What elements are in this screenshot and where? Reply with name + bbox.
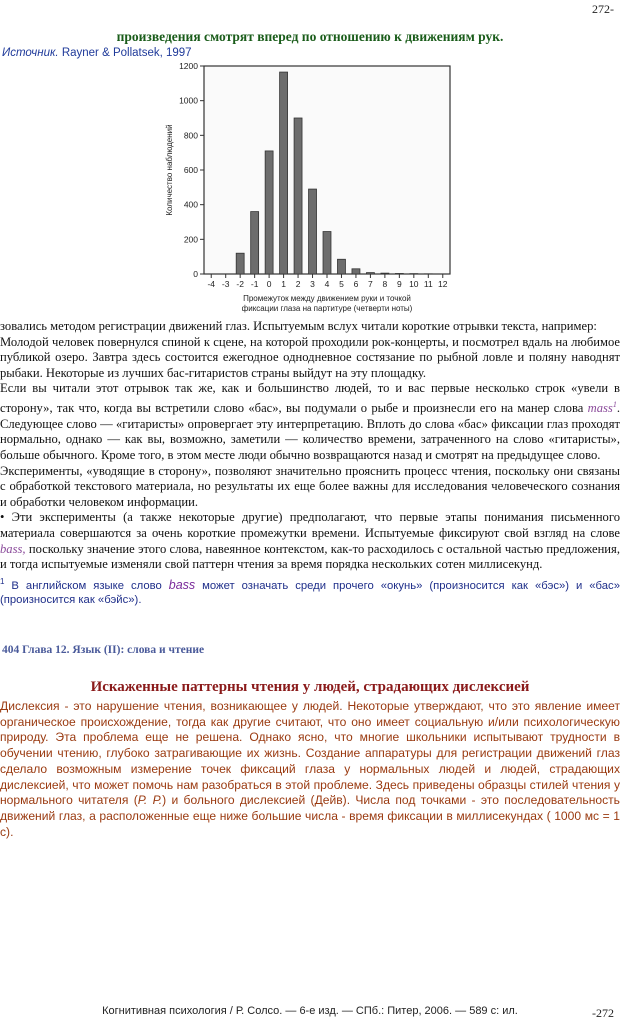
x-tick-label: 6 (353, 279, 359, 289)
italic-abbrev: Р. Р. (137, 793, 163, 808)
x-tick-label: 11 (423, 279, 433, 289)
x-tick-label: 8 (382, 279, 388, 289)
italic-word: bass (168, 577, 196, 592)
bar (366, 273, 374, 274)
paragraph: зовались методом регистрации движений глаз. Испытуемым вслух читали короткие отрывки текста, например: (0, 319, 597, 333)
footnote-number: 1 (0, 576, 5, 586)
bar (251, 212, 259, 274)
book-citation-footer: Когнитивная психология / Р. Солсо. — 6-е изд. — СПб.: Питер, 2006. — 589 с: ил. (102, 1005, 518, 1017)
italic-word: mass (587, 401, 613, 416)
text-run: может означать среди прочего «окунь» (произносится как «бэс») и «бас» (произносится как «бэйс»). (0, 579, 620, 607)
source-text: Rayner & Pollatsek, 1997 (61, 47, 192, 59)
page-number-bottom: -272 (592, 1006, 614, 1020)
x-tick-label: 10 (409, 279, 419, 289)
text-run: . Следующее слово — «гитаристы» опровергает эту интерпретацию. Вплоть до слова «бас» фиксации глаз проходят нормально, однако — как вы, возможно, заметили — количество времени, затраченного на слово «гитаристы», больше обычного. Кроме того, в этом месте люди обычно возвращаются назад и смотрят на предыдущее слово. (0, 401, 620, 462)
x-axis-label-line2: фиксации глаза на партитуре (четверти ноты) (241, 304, 413, 313)
x-tick-label: 9 (396, 279, 402, 289)
continued-heading: произведения смотрят вперед по отношению к движениям рук. (116, 29, 504, 44)
footnote (0, 574, 620, 609)
text-run: В английском языке слово (4, 579, 169, 592)
source-label: Источник. (2, 47, 59, 59)
paragraph: Эксперименты, «уводящие в сторону», позволяют значительно прояснить процесс чтения, поскольку они связаны с обработкой текстового материала, но результаты их еще более важны для исследования человеческого сознания и обработки человеком информации. (0, 463, 620, 509)
x-tick-label: 5 (339, 279, 344, 289)
histogram-chart (150, 60, 470, 316)
text-run: • Эти эксперименты (а также некоторые другие) предполагают, что первые этапы понимания письменного материала совершаются за очень короткие промежутки времени. Испытуемые фиксируют свой взгляд на слове (0, 510, 620, 540)
x-tick-label: -1 (250, 279, 259, 289)
paragraph (0, 381, 620, 463)
x-tick-label: 4 (324, 279, 330, 289)
y-tick-label: 1200 (179, 61, 198, 71)
bar (381, 273, 389, 274)
x-tick-label: 12 (438, 279, 448, 289)
y-tick-label: 1000 (179, 95, 198, 106)
section-title: Искаженные паттерны чтения у людей, страдающих дислексией (90, 679, 530, 695)
footnote-ref: 1 (612, 399, 617, 409)
text-run: ) и больного дислексией (Дейв). Числа под точками - это последовательность движений глаз, а расположенные еще ниже большие числа - время фиксации в миллисекундах ( 1000 мс = 1 с). (0, 793, 620, 839)
bar (352, 269, 360, 274)
bar (337, 259, 345, 274)
text-run: Дислексия - это нарушение чтения, возникающее у людей. Некоторые утверждают, что это явление имеет органическое происхождение, тогда как другие считают, что оно имеет социальную и/или психологическую природу. Эта проблема еще не решена. Однако ясно, что многие школьники испытывают трудности в обучении чтению, глубоко затрагивающие их жизнь. Создание аппаратуры для регистрации движений глаз сделало возможным измерение точек фиксаций глаза у нормальных людей и людей, страдающих дислексией, что может помочь нам разобраться в этой проблеме. Здесь приведены образцы стилей чтения у нормального читателя ( (0, 699, 620, 808)
bar (323, 232, 331, 274)
x-tick-label: 7 (368, 279, 373, 289)
y-tick-label: 200 (183, 234, 198, 245)
figure-source (2, 47, 192, 59)
chapter-header: 404 Глава 12. Язык (II): слова и чтение (2, 644, 205, 656)
y-tick-label: 400 (183, 199, 198, 210)
x-axis-label-line1: Промежуток между движением руки и точкой (243, 294, 411, 303)
italic-word: bass, (0, 541, 26, 556)
x-tick-label: 3 (310, 279, 315, 289)
bar (236, 253, 244, 274)
dyslexia-paragraph (0, 699, 620, 840)
paragraph: Молодой человек повернулся спиной к сцене, на которой проходили рок-концерты, и посмотрел вдаль на любимое публикой озеро. Завтра здесь состоится ежегодное однодневное состязание по рыбной ловле и поляну наводнят рыбаки. Некоторые из лучших бас-гитаристов страны выйдут на эту площадку. (0, 334, 620, 380)
x-tick-label: 2 (295, 279, 301, 289)
x-tick-label: 1 (281, 279, 286, 289)
paragraph (0, 510, 620, 572)
y-tick-label: 600 (183, 165, 198, 175)
bar (395, 273, 403, 274)
text-run: поскольку значение этого слова, навеянное контекстом, как-то расходилось с остальной частью предложения, и тогда испытуемые изменяли свой паттерн чтения за время порядка нескольких сотен миллисекунд. (0, 541, 620, 572)
page-number-top: 272- (592, 2, 614, 16)
text-run: Если вы читали этот отрывок так же, как и большинство людей, то и вас первые несколько строк «увели в сторону», так что, когда вы встретили слово «бас», вы подумали о рыбе и произнесли его на манер слова (0, 381, 620, 416)
x-tick-label: -3 (221, 279, 230, 289)
x-tick-label: -4 (207, 279, 216, 289)
main-body-text (0, 319, 620, 608)
y-tick-label: 800 (183, 130, 198, 141)
bar (265, 151, 273, 274)
x-tick-label: 0 (266, 279, 272, 289)
bar (280, 72, 288, 274)
bar (294, 118, 302, 274)
y-tick-label: 0 (193, 269, 198, 279)
y-axis-label: Количество наблюдений (165, 124, 174, 216)
bar (309, 189, 317, 274)
x-tick-label: -2 (236, 279, 244, 289)
